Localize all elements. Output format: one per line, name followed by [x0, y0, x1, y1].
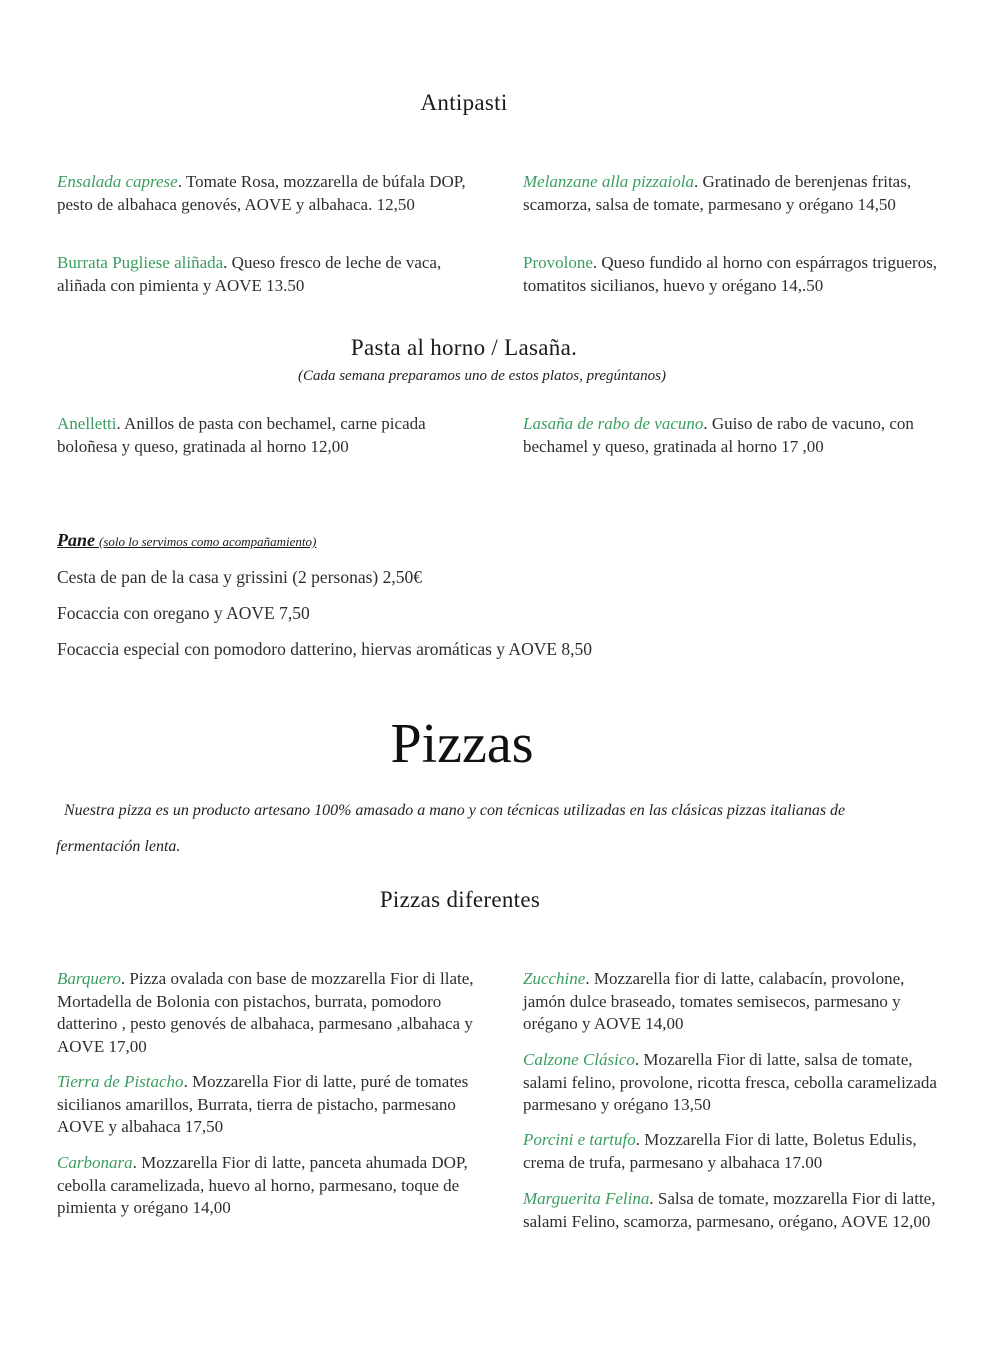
pizzas-diferentes-heading: Pizzas diferentes [379, 887, 541, 912]
item-name: Lasaña de rabo de vacuno [523, 414, 704, 433]
item-description: . Salsa de tomate, mozzarella Fior di latte, salami Felino, scamorza, parmesano, orégano, AOVE 12,00 [523, 1189, 936, 1231]
menu-item-lasana [523, 413, 938, 458]
item-description: . Mozzarella Fior di latte, panceta ahumada DOP, cebolla caramelizada, huevo al horno, parmesano, toque de pimienta y orégano 14,00 [57, 1153, 468, 1217]
pane-note: (solo lo servimos como acompañamiento) [99, 534, 317, 549]
item-name: Porcini e tartufo [523, 1130, 636, 1149]
item-name: Tierra de Pistacho [57, 1072, 184, 1091]
menu-item-marguerita [523, 1188, 938, 1233]
menu-item-zucchine [523, 968, 938, 1036]
menu-item-calzone [523, 1049, 938, 1117]
pane-title: Pane [57, 530, 95, 550]
item-description: . Queso fundido al horno con espárragos trigueros, tomatitos sicilianos, huevo y orégano 14,.50 [523, 253, 938, 295]
menu-item-porcini [523, 1129, 938, 1174]
menu-item-carbonara [57, 1152, 477, 1220]
item-name: Anelletti [57, 414, 117, 433]
item-description: . Tomate Rosa, mozzarella de búfala DOP, pesto de albahaca genovés, AOVE y albahaca. 12,50 [57, 172, 466, 214]
item-name: Calzone Clásico [523, 1050, 635, 1069]
item-name: Provolone [523, 253, 593, 272]
item-description: . Mozarella Fior di latte, salsa de tomate, salami felino, provolone, ricotta fresca, cebolla caramelizada parmesano y orégano 13,50 [523, 1050, 937, 1114]
item-name: Marguerita Felina [523, 1189, 650, 1208]
pizzas-title: Pizzas [390, 713, 534, 775]
item-description: . Gratinado de berenjenas fritas, scamorza, salsa de tomate, parmesano y orégano 14,50 [523, 172, 912, 214]
item-name: Barquero [57, 969, 121, 988]
item-name: Burrata Pugliese aliñada [57, 253, 224, 272]
menu-item-barquero [57, 968, 477, 1058]
pane-item: Focaccia con oregano y AOVE 7,50 [57, 603, 310, 623]
pizzas-intro-line2: fermentación lenta. [56, 838, 181, 855]
item-description: . Mozzarella fior di latte, calabacín, provolone, jamón dulce braseado, tomates semisecos, parmesano y orégano y AOVE 14,00 [523, 969, 905, 1033]
menu-item-anelletti [57, 413, 477, 458]
item-name: Ensalada caprese [57, 172, 178, 191]
pizzas-intro-line1: Nuestra pizza es un producto artesano 100% amasado a mano y con técnicas utilizadas en las clásicas pizzas italianas de [64, 802, 846, 819]
item-name: Melanzane alla pizzaiola [523, 172, 694, 191]
pasta-heading: Pasta al horno / Lasaña. [350, 335, 578, 360]
item-name: Zucchine [523, 969, 586, 988]
pane-item: Focaccia especial con pomodoro datterino, hiervas aromáticas y AOVE 8,50 [57, 639, 593, 659]
item-description: . Mozzarella Fior di latte, Boletus Edulis, crema de trufa, parmesano y albahaca 17.00 [523, 1130, 917, 1172]
antipasti-heading: Antipasti [420, 90, 508, 115]
item-description: . Mozzarella Fior di latte, puré de tomates sicilianos amarillos, Burrata, tierra de pistacho, parmesano AOVE y albahaca 17,50 [57, 1072, 469, 1136]
menu-item-melanzane [523, 171, 938, 216]
pane-item: Cesta de pan de la casa y grissini (2 personas) 2,50€ [57, 567, 422, 587]
menu-item-ensalada-caprese [57, 171, 477, 216]
item-description: . Guiso de rabo de vacuno, con bechamel y queso, gratinada al horno 17 ,00 [523, 414, 914, 456]
item-description: . Anillos de pasta con bechamel, carne picada boloñesa y queso, gratinada al horno 12,00 [57, 414, 426, 456]
menu-item-tierra-pistacho [57, 1071, 477, 1139]
item-description: . Pizza ovalada con base de mozzarella Fior di llate, Mortadella de Bolonia con pistachos, burrata, pomodoro datterino , pesto genovés de albahaca, parmesano ,albahaca y AOVE 17,00 [57, 969, 474, 1056]
pasta-note: (Cada semana preparamos uno de estos platos, pregúntanos) [297, 368, 667, 384]
pane-heading [57, 530, 316, 551]
menu-item-burrata [57, 252, 477, 297]
item-name: Carbonara [57, 1153, 133, 1172]
item-description: . Queso fresco de leche de vaca, aliñada con pimienta y AOVE 13.50 [57, 253, 442, 295]
menu-item-provolone [523, 252, 938, 297]
